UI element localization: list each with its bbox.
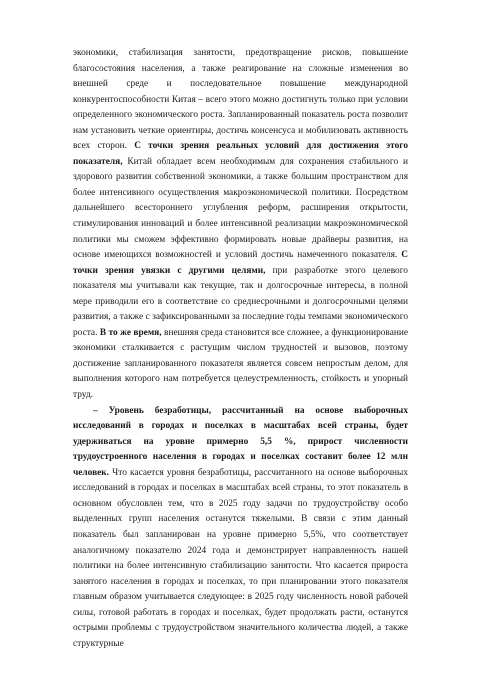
bold-run: С точки зрения реальных условий для достижения этого показателя, <box>73 141 408 167</box>
text-run: при разработке этого целевого показателя мы учитывали как текущие, так и долгосрочные интересы, в полной мере приводили его в соответствие со среднесрочными и долгосрочными целями развития, а также с зафиксированными за последние годы темпами экономического роста. <box>73 265 408 338</box>
text-run: Что касается уровня безработицы, рассчитанного на основе выборочных исследований в городах и поселках в масштабах всей страны, то этот показатель в основном обусловлен тем, что в 2025 году задачи по трудоустройству особо выделенных групп населения останутся тяжелыми. В связи с этим данный показатель был запланирован на уровне примерно 5,5%, что соответствует аналогичному показателю 2024 года и демонстрирует направленность нашей политики на более интенсивную стабилизацию занятости. Что касается прироста занятого населения в городах и поселках, то при планировании этого показателя главным образом учитывается следующее: в 2025 году численность новой рабочей силы, готовой работать в городах и поселках, будет продолжать расти, останутся острыми проблемы с трудоустройством значительного количества людей, а также структурные <box>73 467 408 649</box>
paragraph-growth-target <box>73 46 408 404</box>
text-run: экономики, стабилизация занятости, предотвращение рисков, повышение благосостояния населения, а также реагирование на сложные изменения во внешней среде и последовательное повышение международной конкурентоспособности Китая – всего этого можно достигнуть только при условии определенного экономического роста. Запланированный показатель роста позволит нам установить четкие ориентиры, достичь консенсуса и мобилизовать активность всех сторон. <box>73 48 408 152</box>
text-run: внешняя среда становится все сложнее, а функционирование экономики сталкивается с растущим числом трудностей и вызовов, поэтому достижение запланированного показателя является совсем непростым делом, для выполнения которого нам потребуется целеустремленность, стойкость и упорный труд. <box>73 327 408 401</box>
bold-run: – Уровень безработицы, рассчитанный на основе выборочных исследований в городах и поселках в масштабах всей страны, будет удерживаться на уровне примерно 5,5 %, прирост численности трудоустроенного населения в городах и поселках составит более 12 млн человек. <box>73 405 408 478</box>
bold-run: С точки зрения увязки с другими целями, <box>73 250 408 276</box>
bold-run: В то же время, <box>99 327 162 338</box>
text-run: Китай обладает всем необходимым для сохранения стабильного и здорового развития собственной экономики, а также большим пространством для более интенсивного осуществления макроэкономической политики. Посредством дальнейшего всестороннего углубления реформ, расширения открытости, стимулирования инноваций и более интенсивной реализации макроэкономической политики мы сможем эффективно формировать новые драйверы развития, на основе имеющихся возможностей и условий достичь намеченного показателя. <box>73 156 408 261</box>
paragraph-unemployment <box>73 404 408 653</box>
